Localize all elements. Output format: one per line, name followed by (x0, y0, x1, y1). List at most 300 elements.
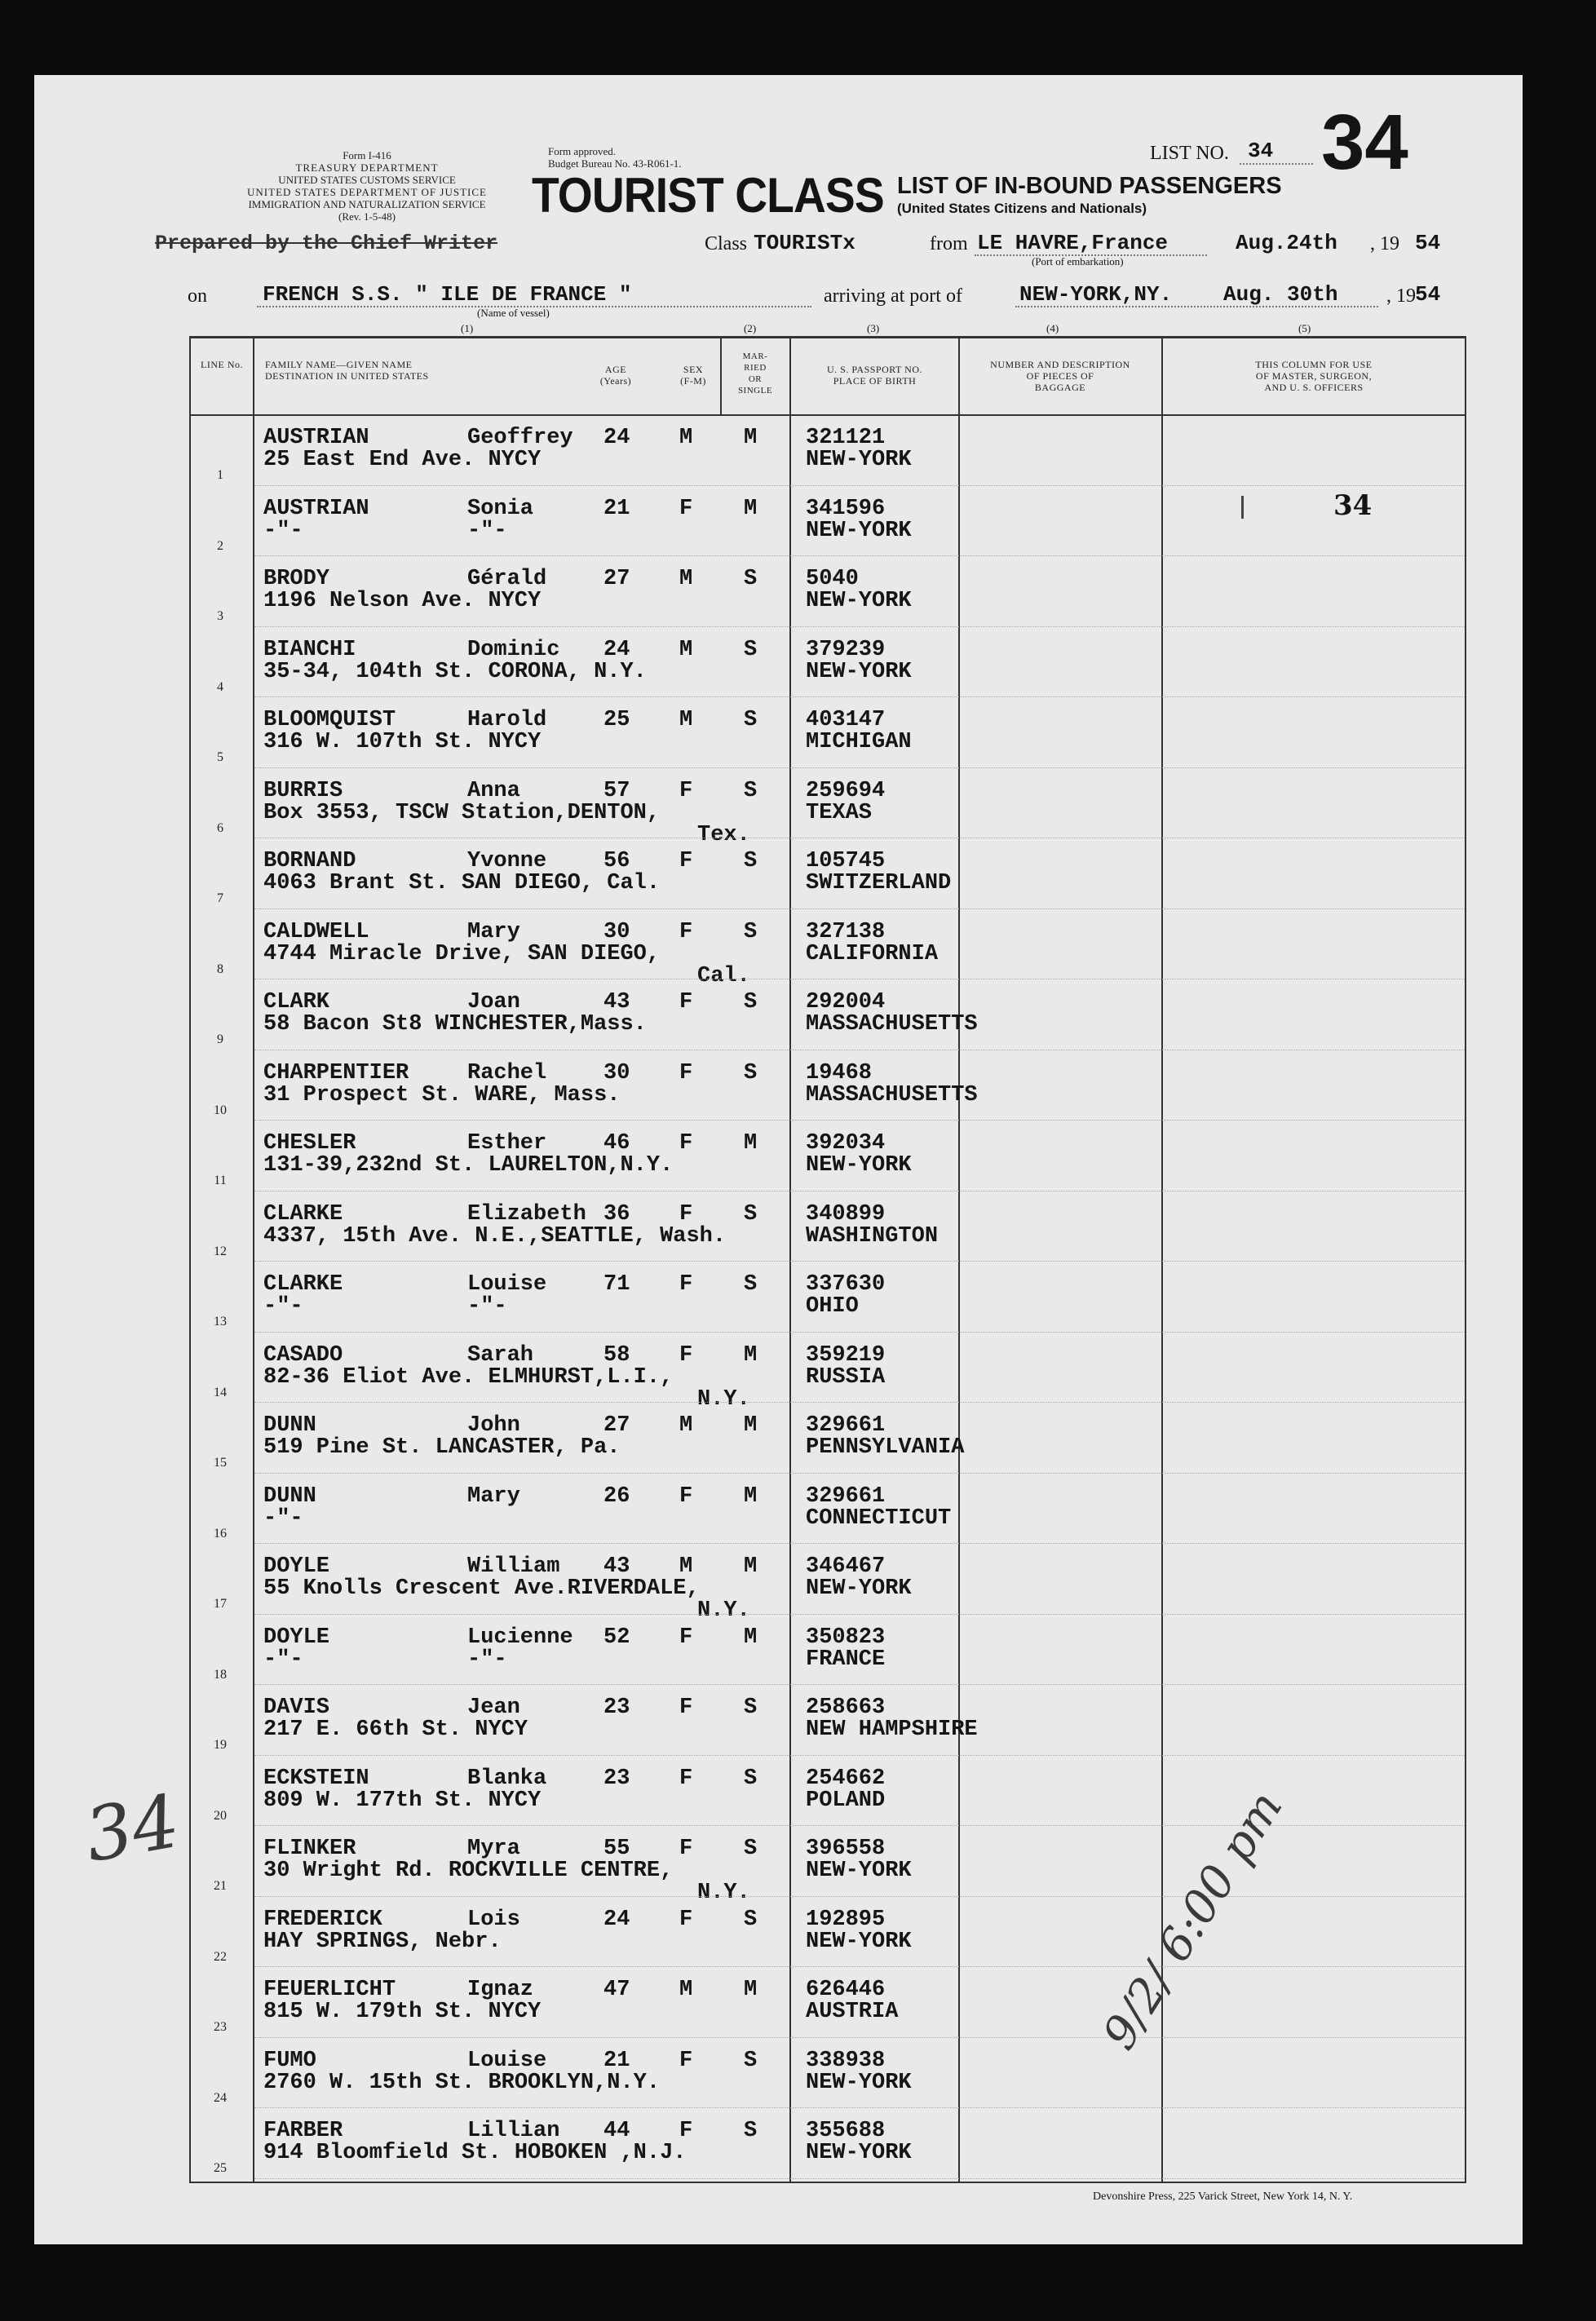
marital-status: S (744, 1907, 758, 1932)
year-1: 54 (1415, 231, 1441, 255)
justice-label: UNITED STATES DEPARTMENT OF JUSTICE (247, 186, 487, 198)
age: 24 (603, 637, 630, 662)
treasury-label: TREASURY DEPARTMENT (295, 161, 439, 174)
sex: M (679, 426, 693, 450)
class-value: TOURISTx (754, 231, 855, 255)
given-name: John (467, 1413, 520, 1438)
passport-number: 105745 (806, 849, 886, 873)
given-name: Joan (467, 990, 520, 1015)
sex: F (679, 1131, 693, 1156)
address: 4744 Miracle Drive, SAN DIEGO, (263, 941, 661, 966)
row-separator (254, 1332, 1465, 1333)
given-name: Lillian (467, 2119, 560, 2143)
passport-number: 392034 (806, 1131, 886, 1156)
line-number: 10 (214, 1103, 227, 1117)
port-of-embarkation-caption: (Port of embarkation) (1032, 255, 1124, 267)
given-name: Elizabeth (467, 1201, 586, 1227)
address: 2760 W. 15th St. BROOKLYN,N.Y. (263, 2070, 661, 2095)
arrival-port: NEW-YORK,NY. (1019, 282, 1173, 307)
address-given: -"- (467, 1294, 507, 1319)
given-name: Dominic (467, 637, 560, 662)
address: 316 W. 107th St. NYCY (263, 730, 542, 754)
family-name: FARBER (263, 2119, 343, 2143)
prepared-by: Prepared by the Chief Writer (155, 232, 498, 255)
age: 30 (603, 919, 630, 944)
header-age: AGE (Years) (599, 364, 632, 387)
family-name: FLINKER (263, 1837, 356, 1861)
address: -"- (263, 1647, 303, 1672)
revision-label: (Rev. 1-5-48) (338, 210, 396, 223)
given-name: Myra (467, 1837, 520, 1861)
address: 519 Pine St. LANCASTER, Pa. (263, 1435, 621, 1460)
family-name: DUNN (263, 1413, 316, 1438)
place-of-birth: NEW-YORK (806, 1929, 912, 1954)
address: 815 W. 179th St. NYCY (263, 2000, 542, 2024)
family-name: BURRIS (263, 778, 343, 803)
address-given: -"- (467, 1647, 507, 1672)
form-number: Form I-416 (343, 149, 391, 161)
row-separator (254, 1120, 1465, 1121)
place-of-birth: WASHINGTON (806, 1223, 939, 1249)
handwritten-note: 9/2/ 6:00 pm (1093, 1782, 1293, 2059)
passport-number: 340899 (806, 1201, 886, 1227)
passport-number: 379239 (806, 637, 886, 662)
passport-number: 355688 (806, 2119, 886, 2143)
line-number: 5 (217, 750, 223, 764)
place-of-birth: NEW HAMPSHIRE (806, 1718, 978, 1742)
marital-status: M (744, 496, 758, 521)
list-title: LIST OF IN-BOUND PASSENGERS (897, 173, 1282, 199)
line-number: 11 (214, 1174, 227, 1187)
given-name: Yvonne (467, 849, 547, 873)
sex: F (679, 2119, 693, 2143)
given-name: Mary (467, 919, 520, 944)
line-number: 9 (217, 1032, 223, 1046)
address: -"- (263, 1294, 303, 1319)
address: 82-36 Eliot Ave. ELMHURST,L.I., (263, 1364, 674, 1390)
sex: F (679, 1201, 693, 1227)
passport-number: 396558 (806, 1837, 886, 1861)
from-label: from (930, 233, 968, 254)
printer-footer: Devonshire Press, 225 Varick Street, New York 14, N. Y. (1093, 2191, 1353, 2203)
marital-status: S (744, 919, 758, 944)
table-left-rule (189, 336, 191, 2183)
table-right-rule (1465, 336, 1466, 2183)
age: 24 (603, 1907, 630, 1932)
passport-number: 346467 (806, 1554, 886, 1579)
family-name: CASADO (263, 1342, 343, 1368)
list-subtitle: (United States Citizens and Nationals) (897, 201, 1147, 216)
address: 131-39,232nd St. LAURELTON,N.Y. (263, 1153, 674, 1178)
line-number: 2 (217, 538, 223, 553)
row-separator (254, 767, 1465, 768)
given-name: Sonia (467, 496, 534, 521)
address: 4337, 15th Ave. N.E.,SEATTLE, Wash. (263, 1223, 727, 1249)
given-name: Esther (467, 1131, 547, 1156)
line-number: 12 (214, 1244, 227, 1258)
line-number: 8 (217, 962, 223, 976)
marital-status: M (744, 1554, 758, 1579)
marital-status: S (744, 1272, 758, 1297)
officers-mark (1241, 496, 1255, 519)
budget-bureau: Budget Bureau No. 43-R061-1. (548, 157, 682, 170)
address: 25 East End Ave. NYCY (263, 448, 542, 472)
place-of-birth: NEW-YORK (806, 589, 912, 613)
marital-status: S (744, 637, 758, 662)
row-separator (254, 1261, 1465, 1262)
passport-number: 626446 (806, 1978, 886, 2002)
list-no-stamp: 34 (1321, 99, 1408, 186)
address: -"- (263, 518, 303, 543)
row-separator (254, 1402, 1465, 1403)
line-number: 6 (217, 820, 223, 835)
family-name: FEUERLICHT (263, 1978, 396, 2002)
marital-status: S (744, 1201, 758, 1227)
sex: M (679, 1554, 693, 1579)
family-name: AUSTRIAN (263, 426, 369, 450)
marital-status: S (744, 2048, 758, 2073)
sex: F (679, 1272, 693, 1297)
age: 58 (603, 1342, 630, 1368)
year-prefix-1: , 19 (1370, 233, 1399, 254)
col-divider (958, 336, 960, 2183)
col-divider (253, 336, 254, 2183)
address-given: -"- (467, 518, 507, 543)
family-name: DOYLE (263, 1554, 330, 1579)
header-sex: SEX (F-M) (680, 364, 706, 387)
age: 27 (603, 1413, 630, 1438)
marital-status: M (744, 1131, 758, 1156)
line-number: 3 (217, 609, 223, 623)
family-name: CALDWELL (263, 919, 369, 944)
year-prefix-2: , 19 (1386, 285, 1416, 307)
passport-number: 359219 (806, 1342, 886, 1368)
marital-status: S (744, 1060, 758, 1085)
vessel-caption: (Name of vessel) (477, 307, 550, 319)
family-name: BLOOMQUIST (263, 708, 396, 732)
sex: M (679, 567, 693, 591)
line-number: 14 (214, 1385, 227, 1399)
age: 25 (603, 708, 630, 732)
customs-label: UNITED STATES CUSTOMS SERVICE (278, 174, 456, 186)
place-of-birth: NEW-YORK (806, 2070, 912, 2095)
row-separator (254, 2037, 1465, 2038)
line-number: 4 (217, 679, 223, 694)
given-name: Lucienne (467, 1625, 573, 1650)
marital-status: M (744, 1413, 758, 1438)
address-cont: N.Y. (697, 1881, 750, 1905)
row-separator (254, 1473, 1465, 1474)
age: 44 (603, 2119, 630, 2143)
address: 31 Prospect St. WARE, Mass. (263, 1082, 621, 1107)
place-of-birth: OHIO (806, 1294, 859, 1319)
passport-number: 341596 (806, 496, 886, 521)
sex: M (679, 1413, 693, 1438)
age: 36 (603, 1201, 630, 1227)
age: 23 (603, 1766, 630, 1791)
place-of-birth: NEW-YORK (806, 2141, 912, 2165)
list-no-typed: 34 (1248, 139, 1274, 163)
line-number: 23 (214, 2020, 227, 2034)
place-of-birth: CALIFORNIA (806, 941, 939, 966)
passport-number: 327138 (806, 919, 886, 944)
family-name: BRODY (263, 567, 330, 591)
marital-status: S (744, 849, 758, 873)
sex: M (679, 1978, 693, 2002)
row-separator (254, 555, 1465, 556)
sex: F (679, 919, 693, 944)
line-number: 15 (214, 1456, 227, 1470)
arrival-date: Aug. 30th (1223, 282, 1338, 307)
address-cont: Tex. (697, 822, 750, 847)
passport-number: 337630 (806, 1272, 886, 1297)
officers-note: 34 (1333, 489, 1373, 522)
marital-status: S (744, 567, 758, 591)
age: 57 (603, 778, 630, 803)
line-number: 22 (214, 1949, 227, 1964)
place-of-birth: MASSACHUSETTS (806, 1012, 978, 1037)
address: 35-34, 104th St. CORONA, N.Y. (263, 659, 647, 684)
age: 43 (603, 990, 630, 1015)
row-separator (254, 696, 1465, 697)
place-of-birth: NEW-YORK (806, 659, 912, 684)
on-label: on (188, 285, 207, 307)
address-cont: Cal. (697, 963, 750, 988)
passport-number: 258663 (806, 1695, 886, 1720)
embarkation-port: LE HAVRE,France (977, 231, 1169, 255)
passport-number: 329661 (806, 1413, 886, 1438)
line-number: 20 (214, 1808, 227, 1823)
ins-label: IMMIGRATION AND NATURALIZATION SERVICE (248, 198, 486, 210)
age: 27 (603, 567, 630, 591)
table-bottom-rule (189, 2182, 1466, 2183)
given-name: Jean (467, 1695, 520, 1720)
sex: F (679, 496, 693, 521)
manifest-page (34, 75, 1523, 2244)
marital-status: M (744, 426, 758, 450)
year-2: 54 (1415, 282, 1441, 307)
line-number: 18 (214, 1667, 227, 1682)
age: 55 (603, 1837, 630, 1861)
family-name: AUSTRIAN (263, 496, 369, 521)
place-of-birth: TEXAS (806, 800, 873, 825)
address: 1196 Nelson Ave. NYCY (263, 589, 542, 613)
given-name: Louise (467, 2048, 547, 2073)
table-header-rule (189, 414, 1466, 416)
marital-status: M (744, 1978, 758, 2002)
place-of-birth: NEW-YORK (806, 518, 912, 543)
age: 24 (603, 426, 630, 450)
address: 914 Bloomfield St. HOBOKEN ,N.J. (263, 2141, 687, 2165)
place-of-birth: FRANCE (806, 1647, 886, 1672)
place-of-birth: CONNECTICUT (806, 1505, 952, 1531)
place-of-birth: PENNSYLVANIA (806, 1435, 965, 1460)
family-name: DOYLE (263, 1625, 330, 1650)
place-of-birth: NEW-YORK (806, 1576, 912, 1601)
marital-status: S (744, 990, 758, 1015)
address-cont: N.Y. (697, 1386, 750, 1412)
row-separator (254, 2107, 1465, 2108)
family-name: CLARK (263, 990, 330, 1015)
given-name: Louise (467, 1272, 547, 1297)
family-name: DAVIS (263, 1695, 330, 1720)
line-number: 24 (214, 2090, 227, 2105)
sex: F (679, 990, 693, 1015)
marital-status: M (744, 1342, 758, 1368)
age: 46 (603, 1131, 630, 1156)
vessel-name: FRENCH S.S. " ILE DE FRANCE " (263, 282, 632, 307)
address: 4063 Brant St. SAN DIEGO, Cal. (263, 871, 661, 895)
passport-number: 321121 (806, 426, 886, 450)
given-name: Mary (467, 1483, 520, 1509)
address: HAY SPRINGS, Nebr. (263, 1929, 502, 1954)
address-cont: N.Y. (697, 1598, 750, 1623)
row-separator (254, 626, 1465, 627)
age: 56 (603, 849, 630, 873)
passport-number: 19468 (806, 1060, 873, 1085)
place-of-birth: AUSTRIA (806, 2000, 899, 2024)
row-separator (254, 1755, 1465, 1756)
age: 71 (603, 1272, 630, 1297)
column-number: (3) (867, 322, 880, 334)
arrival-line (1015, 306, 1378, 307)
place-of-birth: RUSSIA (806, 1364, 886, 1390)
sex: F (679, 2048, 693, 2073)
line-number: 25 (214, 2161, 227, 2175)
line-number: 16 (214, 1526, 227, 1541)
given-name: Geoffrey (467, 426, 573, 450)
family-name: CHARPENTIER (263, 1060, 409, 1085)
address: 58 Bacon St8 WINCHESTER,Mass. (263, 1012, 647, 1037)
row-separator (254, 1896, 1465, 1897)
row-separator (254, 1966, 1465, 1967)
line-number: 13 (214, 1315, 227, 1328)
line-number: 7 (217, 891, 223, 905)
column-number: (4) (1046, 322, 1059, 334)
given-name: Sarah (467, 1342, 534, 1368)
column-number: (2) (744, 322, 757, 334)
marital-status: S (744, 708, 758, 732)
sex: F (679, 1342, 693, 1368)
row-separator (254, 1684, 1465, 1685)
approval-block (548, 145, 682, 170)
given-name: William (467, 1554, 560, 1579)
place-of-birth: POLAND (806, 1788, 886, 1813)
sex: F (679, 1695, 693, 1720)
marital-status: M (744, 1625, 758, 1650)
address: -"- (263, 1505, 303, 1531)
header-married: MAR- RIED OR SINGLE (737, 351, 773, 396)
table-top-rule (189, 336, 1466, 338)
arriving-label: arriving at port of (824, 285, 962, 307)
line-number: 19 (214, 1738, 227, 1752)
row-separator (254, 1614, 1465, 1615)
header-officers: THIS COLUMN FOR USE OF MASTER, SURGEON, AND U. S. OFFICERS (1255, 359, 1373, 393)
age: 26 (603, 1483, 630, 1509)
address: 30 Wright Rd. ROCKVILLE CENTRE, (263, 1859, 674, 1883)
line-number: 21 (214, 1879, 227, 1893)
given-name: Anna (467, 778, 520, 803)
header-name: FAMILY NAME—GIVEN NAME DESTINATION IN UNITED STATES (265, 359, 429, 382)
family-name: CLARKE (263, 1201, 343, 1227)
marital-status: S (744, 1695, 758, 1720)
family-name: BORNAND (263, 849, 356, 873)
age: 23 (603, 1695, 630, 1720)
place-of-birth: NEW-YORK (806, 448, 912, 472)
age: 43 (603, 1554, 630, 1579)
age: 47 (603, 1978, 630, 2002)
col-divider (720, 336, 722, 414)
address: 55 Knolls Crescent Ave.RIVERDALE, (263, 1576, 700, 1601)
sex: F (679, 1483, 693, 1509)
form-approved: Form approved. (548, 145, 617, 157)
col-divider (1161, 336, 1163, 2183)
row-separator (254, 485, 1465, 486)
column-number: (5) (1298, 322, 1311, 334)
address: 217 E. 66th St. NYCY (263, 1718, 528, 1742)
sex: M (679, 637, 693, 662)
sex: F (679, 778, 693, 803)
passport-number: 338938 (806, 2048, 886, 2073)
column-number: (1) (461, 322, 474, 334)
marital-status: S (744, 1766, 758, 1791)
place-of-birth: NEW-YORK (806, 1859, 912, 1883)
family-name: DUNN (263, 1483, 316, 1509)
col-divider (789, 336, 791, 2183)
family-name: BIANCHI (263, 637, 356, 662)
sex: F (679, 1907, 693, 1932)
passport-number: 292004 (806, 990, 886, 1015)
age: 30 (603, 1060, 630, 1085)
given-name: Lois (467, 1907, 520, 1932)
age: 21 (603, 2048, 630, 2073)
row-separator (254, 1543, 1465, 1544)
row-separator (254, 2178, 1465, 2179)
marital-status: S (744, 2119, 758, 2143)
age: 21 (603, 496, 630, 521)
passport-number: 329661 (806, 1483, 886, 1509)
place-of-birth: MICHIGAN (806, 730, 912, 754)
age: 52 (603, 1625, 630, 1650)
sex: F (679, 849, 693, 873)
passport-number: 259694 (806, 778, 886, 803)
departure-date: Aug.24th (1236, 231, 1337, 255)
tourist-class-stamp: TOURIST CLASS (532, 168, 884, 223)
sex: F (679, 1766, 693, 1791)
marital-status: M (744, 1483, 758, 1509)
place-of-birth: MASSACHUSETTS (806, 1082, 978, 1107)
given-name: Rachel (467, 1060, 547, 1085)
list-no-line (1240, 163, 1313, 165)
header-line-no: LINE No. (201, 359, 243, 370)
family-name: FUMO (263, 2048, 316, 2073)
sex: F (679, 1625, 693, 1650)
marital-status: S (744, 1837, 758, 1861)
passport-number: 350823 (806, 1625, 886, 1650)
family-name: FREDERICK (263, 1907, 382, 1932)
marital-status: S (744, 778, 758, 803)
place-of-birth: SWITZERLAND (806, 871, 952, 895)
given-name: Harold (467, 708, 547, 732)
sex: F (679, 1060, 693, 1085)
address: 809 W. 177th St. NYCY (263, 1788, 542, 1813)
place-of-birth: NEW-YORK (806, 1153, 912, 1178)
passport-number: 192895 (806, 1907, 886, 1932)
passport-number: 5040 (806, 567, 859, 591)
class-label: Class (705, 233, 748, 254)
sex: F (679, 1837, 693, 1861)
line-number: 1 (217, 468, 223, 482)
